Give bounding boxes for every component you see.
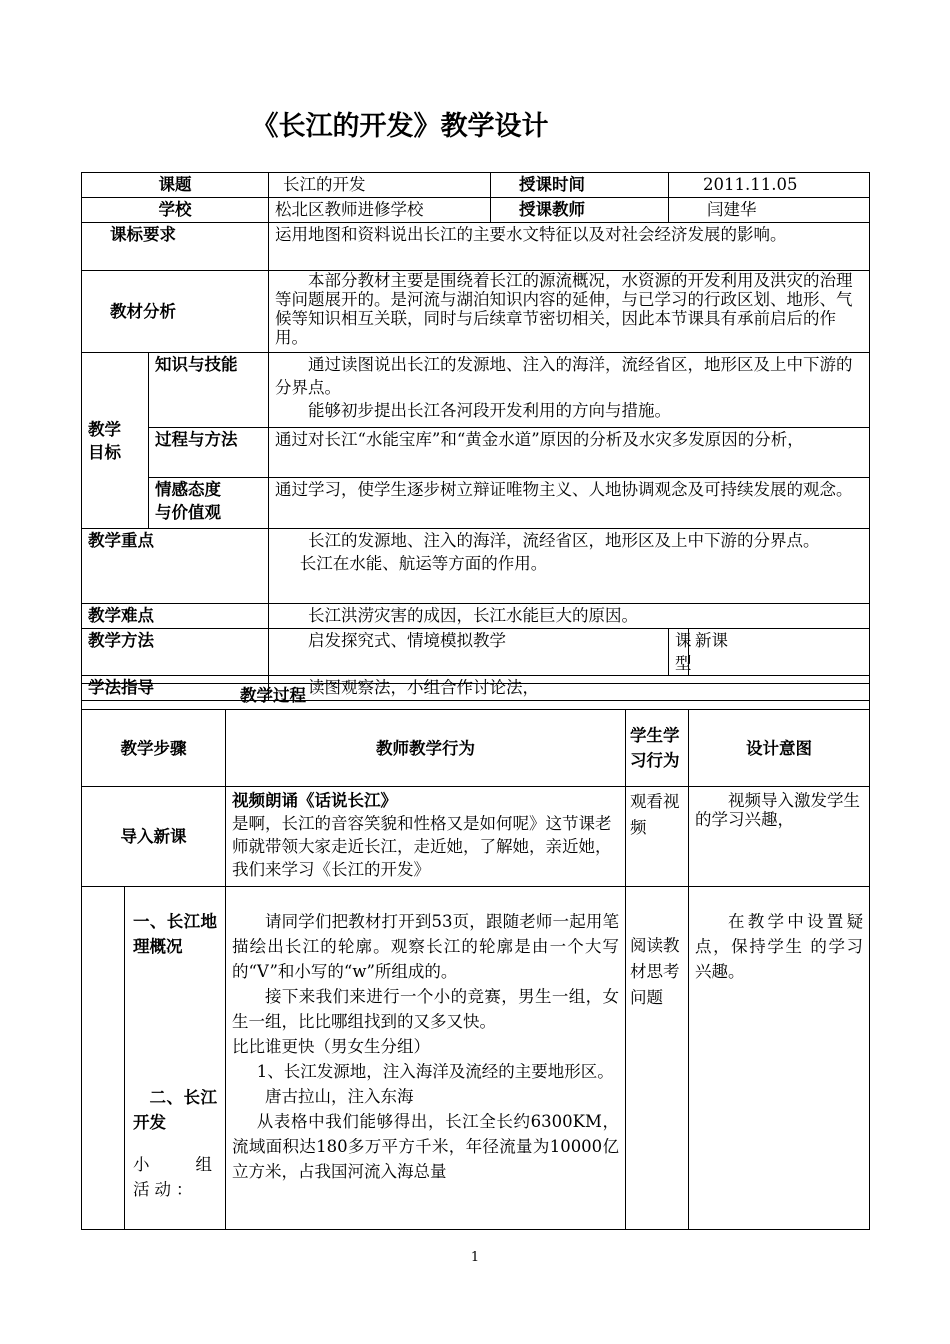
type-value: 新课 bbox=[689, 629, 870, 676]
process-method-label: 过程与方法 bbox=[149, 428, 269, 478]
guide-label: 学法指导 bbox=[82, 676, 269, 701]
topic-label: 课题 bbox=[82, 173, 269, 198]
standard-text: 运用地图和资料说出长江的主要水文特征以及对社会经济发展的影响。 bbox=[269, 223, 870, 271]
type-label: 课型 bbox=[669, 629, 689, 676]
info-table bbox=[81, 172, 870, 701]
main-student: 阅读教材思考问题 bbox=[626, 887, 689, 1230]
guide-text: 读图观察法，小组合作讨论法， bbox=[269, 676, 870, 701]
process-method-text: 通过对长江“水能宝库”和“黄金水道”原因的分析及水灾多发原因的分析， bbox=[269, 428, 870, 478]
goals-label: 教学 目标 bbox=[82, 353, 149, 529]
process-table bbox=[81, 683, 870, 1230]
main-intent: 在教学中设置疑点，保持学生 的学习兴趣。 bbox=[689, 887, 870, 1230]
focus-text: 长江的发源地、注入的海洋，流经省区，地形区及上中下游的分界点。 长江在水能、航运等方面的作用。 bbox=[269, 529, 870, 604]
main-teacher: 请同学们把教材打开到53页，跟随老师一起用笔描绘出长江的轮廓。观察长江的轮廓是由一个大写的“V”和小写的“w”所组成的。 接下来我们来进行一个小的竞赛，男生一组，女生一组，比比哪组找到的又多又快。 比比谁更快（男女生分组） 1、长江发源地，注入海洋及流经的主要地形区。 唐古拉山，注入东海 从表格中我们能够得出，长江全长约6300KM，流域面积达180多万平方千米，年径流量为10000亿立方米，占我国河流入海总量 bbox=[226, 887, 626, 1230]
school-value: 松北区教师进修学校 bbox=[269, 198, 491, 223]
col-intent-header: 设计意图 bbox=[689, 710, 870, 787]
teacher-label: 授课教师 bbox=[491, 198, 669, 223]
intro-step: 导入新课 bbox=[82, 787, 226, 887]
main-margin-cell bbox=[82, 887, 125, 1230]
time-label: 授课时间 bbox=[491, 173, 669, 198]
time-value: 2011.11.05 bbox=[669, 173, 870, 198]
focus-label: 教学重点 bbox=[82, 529, 269, 604]
col-student-header: 学生学习行为 bbox=[626, 710, 689, 787]
intro-intent: 视频导入激发学生的学习兴趣， bbox=[689, 787, 870, 887]
emotion-text: 通过学习，使学生逐步树立辩证唯物主义、人地协调观念及可持续发展的观念。 bbox=[269, 478, 870, 529]
analysis-text: 本部分教材主要是围绕着长江的源流概况，水资源的开发利用及洪灾的治理等问题展开的。是河流与湖泊知识内容的延伸，与已学习的行政区划、地形、气候等知识相互关联，同时与后续章节密切相关，因此本节课具有承前启后的作用。 bbox=[269, 271, 870, 353]
standard-label: 课标要求 bbox=[82, 223, 269, 271]
col-step-header: 教学步骤 bbox=[82, 710, 226, 787]
difficulty-text: 长江洪涝灾害的成因，长江水能巨大的原因。 bbox=[269, 604, 870, 629]
intro-student: 观看视频 bbox=[626, 787, 689, 887]
document-title: 《长江的开发》教学设计 bbox=[251, 111, 549, 142]
topic-value: 长江的开发 bbox=[269, 173, 491, 198]
teacher-value: 闫建华 bbox=[669, 198, 870, 223]
emotion-label: 情感态度 与价值观 bbox=[149, 478, 269, 529]
analysis-label: 教材分析 bbox=[82, 271, 269, 353]
skill-text: 通过读图说出长江的发源地、注入的海洋，流经省区，地形区及上中下游的分界点。 能够初步提出长江各河段开发利用的方向与措施。 bbox=[269, 353, 870, 428]
difficulty-label: 教学难点 bbox=[82, 604, 269, 629]
method-text: 启发探究式、情境模拟教学 bbox=[269, 629, 669, 676]
school-label: 学校 bbox=[82, 198, 269, 223]
skill-label: 知识与技能 bbox=[149, 353, 269, 428]
main-steps: 一、长江地理概况 二、长江开发 小 组 活动： bbox=[125, 887, 226, 1230]
intro-teacher: 视频朗诵《话说长江》 是啊，长江的音容笑貌和性格又是如何呢》这节课老师就带领大家走近长江，走近她，了解她，亲近她，我们来学习《长江的开发》 bbox=[226, 787, 626, 887]
method-label: 教学方法 bbox=[82, 629, 269, 676]
page-number: 1 bbox=[470, 1250, 480, 1265]
process-heading: 教学过程 bbox=[82, 684, 870, 710]
col-teacher-header: 教师教学行为 bbox=[226, 710, 626, 787]
